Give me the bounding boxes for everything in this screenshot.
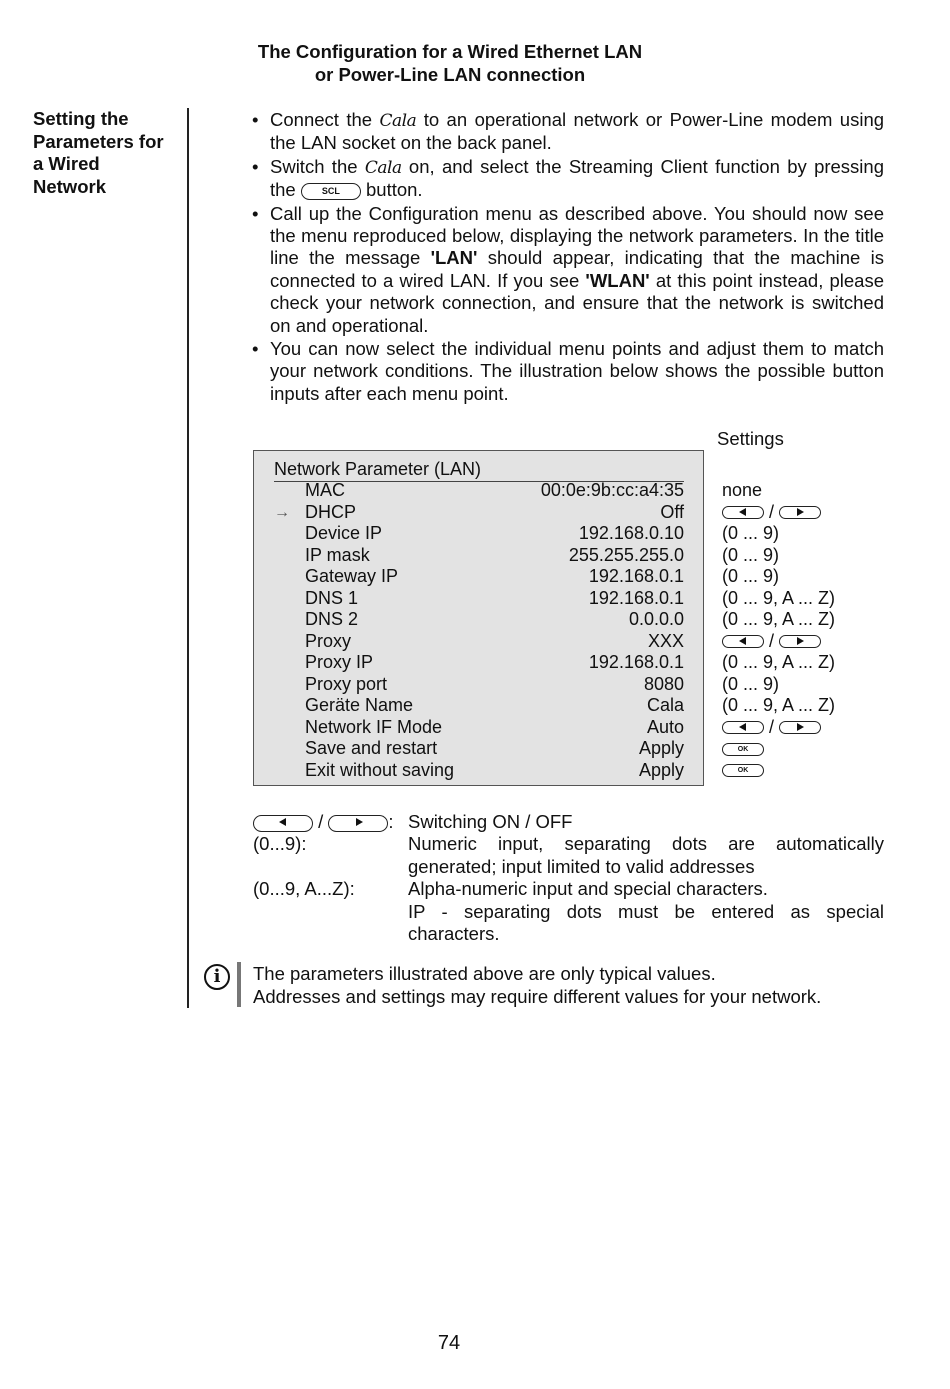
- hint-proxy-port: (0 ... 9): [722, 673, 780, 694]
- menu-row-value: Apply: [638, 738, 684, 758]
- bullet-dot: •: [252, 109, 259, 130]
- cala-logo: Cala: [364, 157, 402, 178]
- network-parameter-screen: [253, 450, 704, 786]
- menu-row-value: Cala: [646, 695, 684, 715]
- menu-row-dns2: [274, 609, 684, 631]
- hint-separator: /: [769, 501, 775, 522]
- menu-row-proxy-ip: [274, 652, 684, 674]
- page-title: [0, 40, 900, 86]
- scl-key-icon: SCL: [301, 183, 361, 200]
- left-key-icon: [722, 635, 764, 648]
- instruction-item: [250, 203, 884, 337]
- bullet-dot: •: [252, 155, 259, 177]
- hint-dns1: (0 ... 9, A ... Z): [722, 587, 836, 608]
- menu-row-name: Proxy: [305, 630, 352, 651]
- b2-text-pre: Switch the: [270, 155, 358, 177]
- wlan-keyword: 'WLAN': [585, 269, 650, 291]
- side-heading: [33, 108, 183, 198]
- menu-row-value: 192.168.0.10: [578, 523, 684, 543]
- menu-row-exit-without-saving: [274, 760, 684, 782]
- instruction-list: [250, 109, 884, 406]
- menu-row-proxy-port: [274, 674, 684, 696]
- side-heading-line2: Parameters for: [33, 130, 164, 152]
- menu-row-dhcp: [274, 502, 684, 524]
- instruction-item: [250, 156, 884, 202]
- right-key-icon: [779, 635, 821, 648]
- legend-row-arrows: [253, 811, 884, 833]
- key-legend: [253, 811, 884, 945]
- b2-text-post: button.: [366, 179, 423, 201]
- hint-gateway-ip: (0 ... 9): [722, 566, 780, 586]
- menu-row-value: 192.168.0.1: [588, 652, 684, 672]
- legend-row-numeric: [253, 833, 884, 878]
- settings-column-label: Settings: [717, 428, 784, 449]
- hint-device-name: (0 ... 9, A ... Z): [722, 695, 836, 715]
- menu-row-device-name: [274, 695, 684, 717]
- legend-row-alphanumeric: [253, 878, 884, 945]
- legend-key-arrows: [253, 811, 394, 833]
- side-heading-line1: Setting the: [33, 108, 129, 129]
- menu-row-name: Gateway IP: [305, 566, 399, 586]
- menu-row-value: Auto: [646, 716, 684, 737]
- menu-row-name: MAC: [305, 480, 345, 500]
- side-heading-line4: Network: [33, 175, 106, 197]
- b1-text-pre: Connect the: [270, 109, 373, 130]
- b3-text-pre: Call up the Configuration menu as described above. You should now see the menu reproduced below, displaying the network parameters. In the title line the message: [270, 202, 884, 269]
- legend-colon: :: [388, 811, 394, 832]
- menu-row-name: DHCP: [305, 501, 357, 522]
- left-key-icon: [722, 721, 764, 734]
- menu-row-dns1: [274, 588, 684, 610]
- lan-keyword: 'LAN': [430, 247, 478, 269]
- info-note-line1: The parameters illustrated above are only typical values.: [253, 963, 716, 984]
- page-title-line2: or Power-Line LAN connection: [314, 64, 586, 85]
- menu-row-name: Device IP: [305, 523, 383, 543]
- info-note-line2: Addresses and settings may require different values for your network.: [253, 986, 822, 1007]
- vertical-divider: [187, 108, 189, 1008]
- bullet-dot: •: [252, 338, 259, 360]
- instruction-item: [250, 338, 884, 405]
- hint-dhcp: [722, 502, 922, 524]
- selection-arrow-icon: →: [274, 503, 290, 521]
- right-key-icon: [779, 506, 821, 519]
- side-heading-line3: a Wired: [33, 153, 100, 174]
- page-title-line1: The Configuration for a Wired Ethernet LAN: [257, 41, 643, 62]
- hint-ip-mask: (0 ... 9): [722, 544, 780, 565]
- legend-desc-arrows: Switching ON / OFF: [408, 811, 573, 832]
- menu-row-value: Apply: [638, 759, 684, 780]
- menu-row-name: Network IF Mode: [305, 716, 443, 737]
- left-key-icon: [722, 506, 764, 519]
- hint-proxy: [722, 631, 922, 653]
- b1-text-post: to an operational network or Power-Line modem using the LAN socket on the back panel.: [270, 109, 885, 154]
- menu-row-value: 0.0.0.0: [628, 609, 684, 629]
- menu-row-value: 00:0e:9b:cc:a4:35: [540, 480, 684, 500]
- hint-proxy-ip: (0 ... 9, A ... Z): [722, 652, 836, 672]
- menu-row-name: Exit without saving: [305, 759, 455, 780]
- hint-device-ip: (0 ... 9): [722, 523, 780, 543]
- legend-key-alphanumeric: (0...9, A...Z):: [253, 878, 355, 900]
- menu-row-value: XXX: [647, 630, 684, 651]
- menu-row-name: Proxy IP: [305, 652, 374, 672]
- ok-key-icon: OK: [722, 743, 764, 756]
- menu-row-gateway-ip: [274, 566, 684, 588]
- legend-desc-alphanumeric-note: IP - separating dots must be entered as special characters.: [408, 900, 884, 945]
- menu-row-value: 255.255.255.0: [568, 544, 684, 565]
- menu-row-mac: [274, 480, 684, 502]
- info-icon: i: [204, 964, 230, 990]
- cala-logo: Cala: [379, 111, 417, 131]
- right-key-icon: [328, 815, 388, 832]
- menu-row-name: Save and restart: [305, 738, 438, 758]
- hint-separator: /: [769, 630, 775, 651]
- menu-row-device-ip: [274, 523, 684, 545]
- page-number: 74: [437, 1332, 461, 1354]
- menu-row-name: DNS 1: [305, 587, 359, 608]
- left-key-icon: [253, 815, 313, 832]
- menu-row-value: Off: [660, 501, 684, 522]
- hint-mac: none: [722, 480, 763, 500]
- info-divider: [237, 962, 241, 1007]
- legend-separator: /: [318, 811, 324, 832]
- hint-save-restart: [722, 738, 922, 760]
- menu-row-ip-mask: [274, 545, 684, 567]
- b4-text: You can now select the individual menu points and adjust them to match your network conditions. The illustration below shows the possible button inputs after each menu point.: [270, 338, 884, 404]
- legend-desc-numeric: Numeric input, separating dots are automatically generated; input limited to valid addresses: [408, 833, 884, 877]
- menu-row-name: Geräte Name: [305, 695, 414, 715]
- menu-row-proxy: [274, 631, 684, 653]
- screen-title: Network Parameter (LAN): [274, 459, 482, 479]
- ok-key-icon: OK: [722, 764, 764, 777]
- menu-row-value: 192.168.0.1: [588, 566, 684, 586]
- legend-desc-alphanumeric: Alpha-numeric input and special characters.: [408, 878, 768, 900]
- hint-network-if-mode: [722, 717, 922, 739]
- info-note: [253, 962, 821, 1008]
- menu-row-save-restart: [274, 738, 684, 760]
- menu-row-value: 192.168.0.1: [588, 587, 684, 608]
- menu-row-name: Proxy port: [305, 673, 388, 694]
- bullet-dot: •: [252, 202, 259, 224]
- b3-text-mid: should appear, indicating that the machine is connected to a wired LAN. If you see: [270, 247, 885, 291]
- menu-row-name: DNS 2: [305, 609, 359, 629]
- b2-text-mid: on, and select the Streaming Client function by pressing the: [270, 155, 884, 201]
- menu-row-value: 8080: [643, 673, 684, 694]
- hint-dns2: (0 ... 9, A ... Z): [722, 609, 836, 629]
- instruction-item: [250, 109, 884, 155]
- menu-row-name: IP mask: [305, 544, 370, 565]
- menu-row-network-if-mode: [274, 717, 684, 739]
- b3-text-post: at this point instead, please check your network connection, and ensure that the network is switched on and operational.: [270, 269, 885, 336]
- right-key-icon: [779, 721, 821, 734]
- hint-separator: /: [769, 716, 775, 737]
- legend-key-numeric: (0...9):: [253, 833, 307, 855]
- hint-exit-without-saving: [722, 760, 922, 782]
